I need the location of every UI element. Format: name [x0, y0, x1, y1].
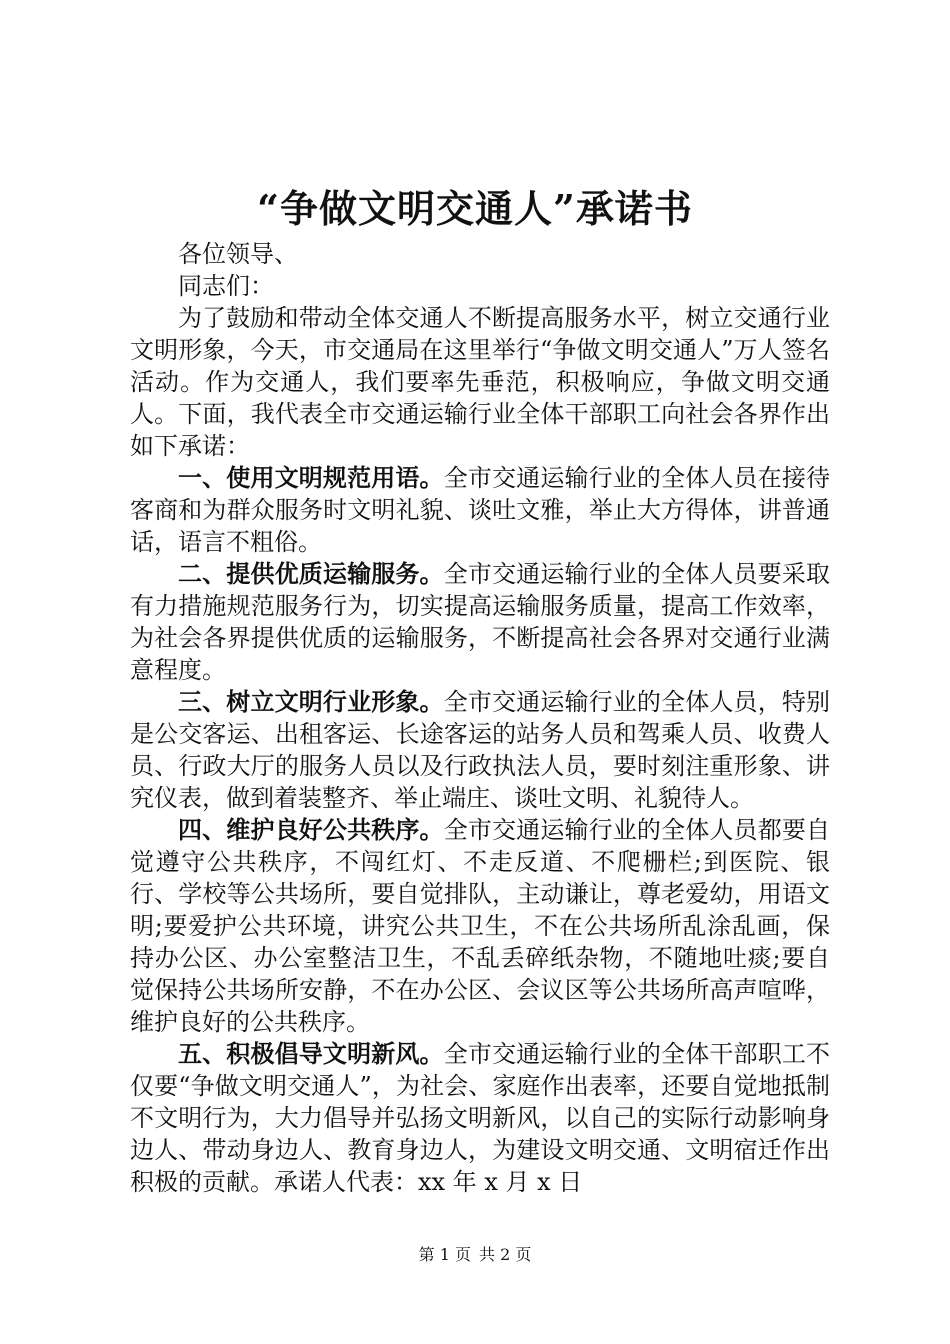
intro-paragraph: 为了鼓励和带动全体交通人不断提高服务水平，树立交通行业文明形象，今天，市交通局在这里举行“争做文明交通人”万人签名活动。作为交通人，我们要率先垂范，积极响应，争做文明交通人。下面，我代表全市交通运输行业全体干部职工向社会各界作出如下承诺： [130, 304, 830, 460]
commitment-heading: 二、提供优质运输服务。 [178, 560, 444, 588]
commitment-text: 全市交通运输行业的全体人员都要自觉遵守公共秩序，不闯红灯、不走反道、不爬栅栏;到医院、银行、学校等公共场所，要自觉排队，主动谦让，尊老爱幼，用语文明;要爱护公共环境，讲究公共卫生，不在公共场所乱涂乱画，保持办公区、办公室整洁卫生，不乱丢碎纸杂物，不随地吐痰;要自觉保持公共场所安静，不在办公区、会议区等公共场所高声喧哗，维护良好的公共秩序。 [130, 816, 831, 1036]
commitment-heading: 三、树立文明行业形象。 [178, 688, 444, 716]
commitment-text: 全市交通运输行业的全体人员在接待客商和为群众服务时文明礼貌、谈吐文雅，举止大方得体，讲普通话，语言不粗俗。 [130, 464, 831, 556]
commitment-heading: 四、维护良好公共秩序。 [178, 816, 444, 844]
commitment-text: 全市交通运输行业的全体人员要采取有力措施规范服务行为，切实提高运输服务质量，提高工作效率，为社会各界提供优质的运输服务，不断提高社会各界对交通行业满意程度。 [130, 560, 831, 684]
commitment-heading: 一、使用文明规范用语。 [178, 464, 444, 492]
commitment-item-1 [130, 462, 830, 558]
commitment-heading: 五、积极倡导文明新风。 [178, 1040, 444, 1068]
commitment-text: 全市交通运输行业的全体干部职工不仅要“争做文明交通人”，为社会、家庭作出表率，还要自觉地抵制不文明行为，大力倡导并弘扬文明新风，以自己的实际行动影响身边人、带动身边人、教育身边人，为建设文明交通、文明宿迁作出积极的贡献。承诺人代表：xx 年 x 月 x 日 [130, 1040, 831, 1196]
commitment-item-2 [130, 558, 830, 686]
page-number-total: 共 2 页 [479, 1245, 532, 1264]
commitment-item-4 [130, 814, 830, 1038]
commitment-item-5 [130, 1038, 830, 1198]
document-body [130, 238, 830, 1198]
commitment-item-3 [130, 686, 830, 814]
greeting-line-1: 各位领导、 [178, 240, 298, 268]
commitment-text: 全市交通运输行业的全体人员，特别是公交客运、出租客运、长途客运的站务人员和驾乘人员、收费人员、行政大厅的服务人员以及行政执法人员，要时刻注重形象、讲究仪表，做到着装整齐、举止端庄、谈吐文明、礼貌待人。 [130, 688, 831, 812]
page-footer [0, 1244, 950, 1266]
greeting-line-2: 同志们： [178, 272, 274, 300]
page-number-current: 第 1 页 [418, 1245, 471, 1264]
document-title: “争做文明交通人”承诺书 [257, 186, 693, 231]
